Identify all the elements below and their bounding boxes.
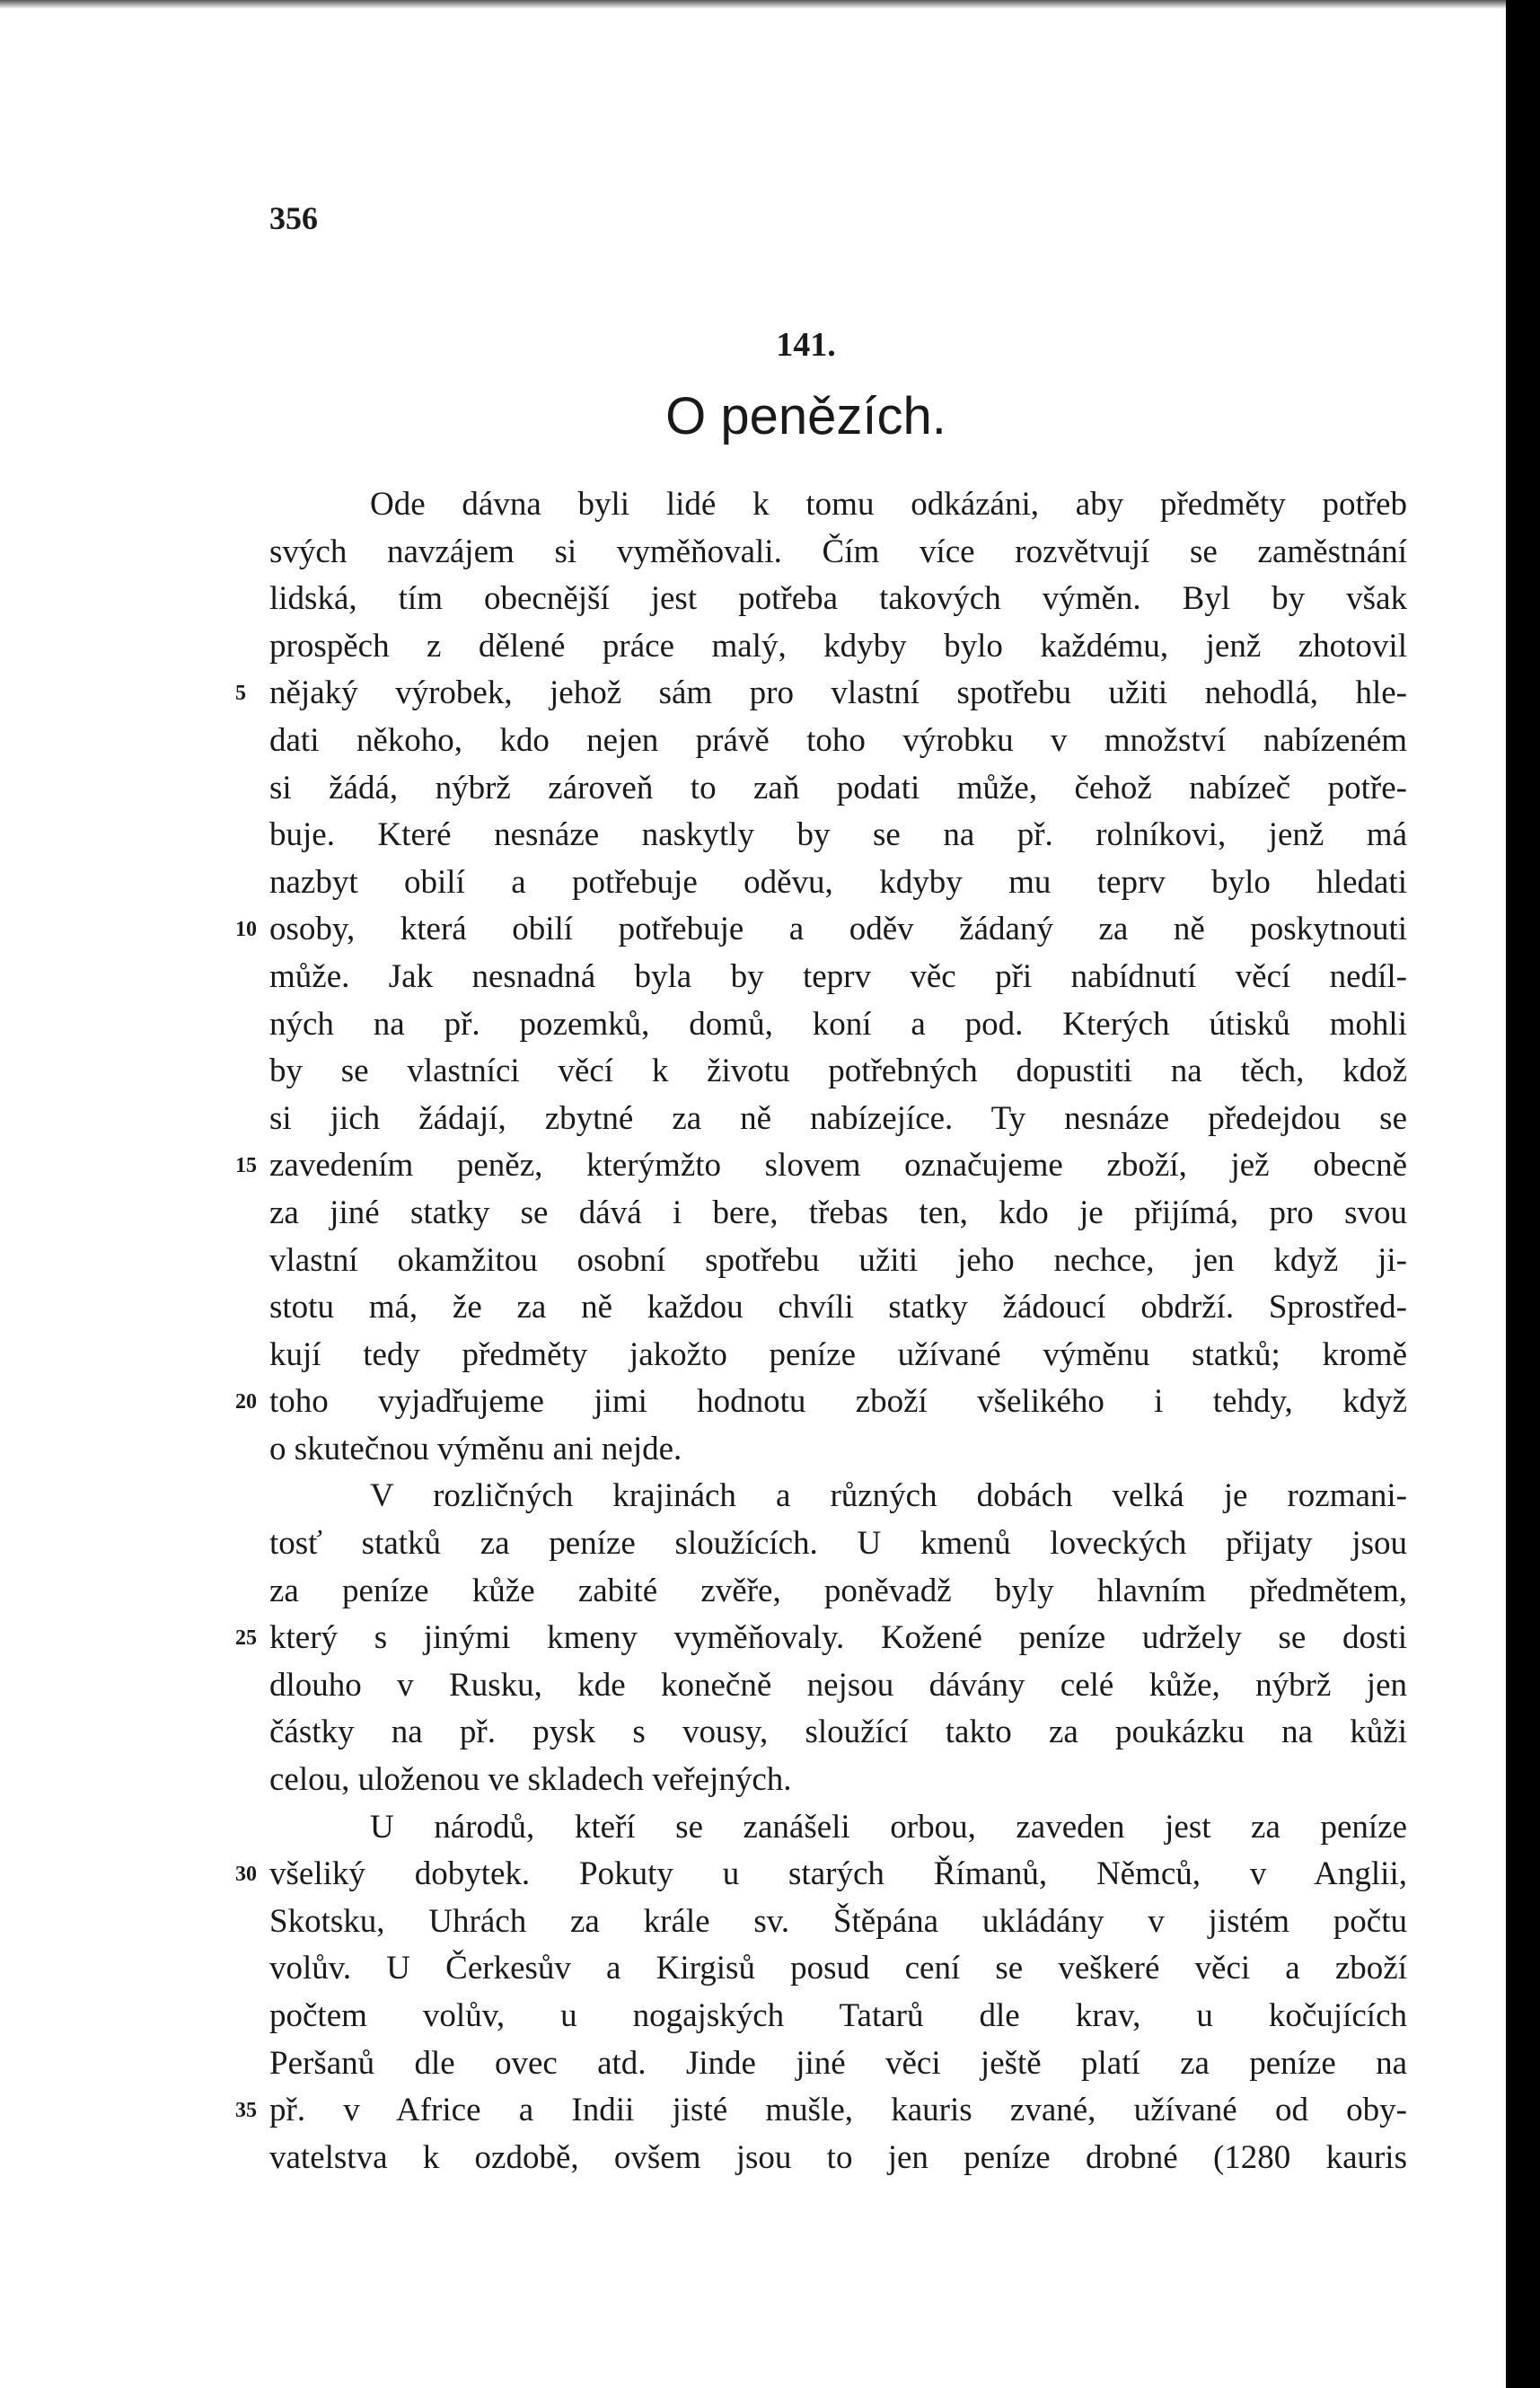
text-line [235, 1615, 1407, 1662]
line-text: volův. U Čerkesův a Kirgisů posud cení se veškeré věci a zboží [269, 1950, 1407, 1987]
text-line [235, 906, 1407, 954]
line-text: který s jinými kmeny vyměňovaly. Kožené peníze udržely se dosti [269, 1619, 1407, 1657]
text-line [269, 1426, 1407, 1474]
line-text: všeliký dobytek. Pokuty u starých Římanů, Němců, v Anglii, [269, 1855, 1407, 1893]
line-number: 20 [235, 1390, 257, 1414]
text-line [269, 1096, 1407, 1143]
text-line [269, 481, 1407, 529]
scan-top-edge [0, 0, 1540, 9]
line-text: vlastní okamžitou osobní spotřebu užiti jeho nechce, jen když ji- [269, 1241, 1407, 1279]
line-number: 5 [235, 682, 246, 706]
text-line [269, 812, 1407, 859]
text-line [269, 954, 1407, 1001]
text-line [269, 576, 1407, 623]
line-text: počtem volův, u nogajských Tatarů dle krav, u kočujících [269, 1997, 1407, 2034]
text-line [269, 1001, 1407, 1049]
page-title: O penězích. [665, 387, 946, 445]
line-text: celou, uloženou ve skladech veřejných. [269, 1761, 792, 1799]
line-text: svých navzájem si vyměňovali. Čím více rozvětvují se zaměstnání [269, 533, 1407, 570]
text-line [269, 1899, 1407, 1946]
line-text: Ode dávna byli lidé k tomu odkázáni, aby předměty potřeb [370, 486, 1407, 523]
line-text: tosť statků za peníze sloužících. U kmenů loveckých přijaty jsou [269, 1525, 1407, 1563]
text-line [235, 2087, 1407, 2135]
line-text: prospěch z dělené práce malý, kdyby bylo každému, jenž zhotovil [269, 627, 1407, 665]
line-text: osoby, která obilí potřebuje a oděv žádaný za ně poskytnouti [269, 911, 1407, 948]
line-number: 25 [235, 1626, 257, 1651]
line-text: nazbyt obilí a potřebuje oděvu, kdyby mu teprv bylo hledati [269, 863, 1407, 901]
line-text: ných na př. pozemků, domů, koní a pod. Kterých útisků mohli [269, 1005, 1407, 1043]
text-line [269, 718, 1407, 765]
line-text: by se vlastníci věcí k životu potřebných dopustiti na těch, kdož [269, 1053, 1407, 1090]
line-text: dati někoho, kdo nejen právě toho výrobku v množství nabízeném [269, 721, 1407, 759]
line-text: nějaký výrobek, jehož sám pro vlastní spotřebu užiti nehodlá, hle- [269, 674, 1407, 712]
text-line [269, 1520, 1407, 1568]
line-text: Peršanů dle ovec atd. Jinde jiné věci ještě platí za peníze na [269, 2044, 1407, 2082]
text-line [269, 859, 1407, 907]
line-text: vatelstva k ozdobě, ovšem jsou to jen peníze drobné (1280 kauris [269, 2138, 1407, 2176]
text-line [269, 1238, 1407, 1285]
text-line [269, 1709, 1407, 1757]
text-line [269, 1662, 1407, 1710]
line-text: za peníze kůže zabité zvěře, poněvadž byly hlavním předmětem, [269, 1572, 1407, 1609]
text-line [269, 2040, 1407, 2088]
text-line [269, 1332, 1407, 1379]
page-number: 356 [269, 200, 318, 236]
line-text: Skotsku, Uhrách za krále sv. Štěpána ukládány v jistém počtu [269, 1902, 1407, 1940]
text-line [235, 1851, 1407, 1899]
section-number: 141. [776, 326, 836, 364]
text-line [269, 1804, 1407, 1852]
line-text: toho vyjadřujeme jimi hodnotu zboží všelikého i tehdy, když [269, 1383, 1407, 1421]
body-text [235, 481, 1407, 2181]
text-line [235, 1379, 1407, 1426]
text-line [269, 765, 1407, 813]
line-text: kují tedy předměty jakožto peníze užívané výměnu statků; kromě [269, 1335, 1407, 1373]
line-text: může. Jak nesnadná byla by teprv věc při nabídnutí věcí nedíl- [269, 957, 1407, 995]
text-line [269, 1190, 1407, 1238]
text-line [269, 623, 1407, 671]
text-line [269, 1048, 1407, 1096]
line-text: stotu má, že za ně každou chvíli statky žádoucí obdrží. Sprostřed- [269, 1289, 1407, 1326]
line-text: V rozličných krajinách a různých dobách velká je rozmani- [370, 1477, 1407, 1515]
line-text: buje. Které nesnáze naskytly by se na př. rolníkovi, jenž má [269, 816, 1407, 854]
text-line [269, 529, 1407, 577]
line-number: 35 [235, 2099, 257, 2123]
text-line [269, 1757, 1407, 1804]
line-number: 30 [235, 1863, 257, 1887]
text-line [269, 1993, 1407, 2040]
line-text: př. v Africe a Indii jisté mušle, kauris zvané, užívané od oby- [269, 2092, 1407, 2129]
line-text: si žádá, nýbrž zároveň to zaň podati může, čehož nabízeč potře- [269, 769, 1407, 806]
line-text: částky na př. pysk s vousy, sloužící takto za poukázku na kůži [269, 1714, 1407, 1751]
line-text: za jiné statky se dává i bere, třebas ten, kdo je přijímá, pro svou [269, 1194, 1407, 1231]
line-text: si jich žádají, zbytné za ně nabízejíce. Ty nesnáze předejdou se [269, 1099, 1407, 1137]
line-number: 10 [235, 918, 257, 942]
line-text: dlouho v Rusku, kde konečně nejsou dávány celé kůže, nýbrž jen [269, 1666, 1407, 1704]
text-line [269, 2135, 1407, 2182]
text-line [235, 670, 1407, 718]
line-text: lidská, tím obecnější jest potřeba takových výměn. Byl by však [269, 580, 1407, 618]
text-line [235, 1142, 1407, 1190]
text-line [269, 1284, 1407, 1332]
line-text: o skutečnou výměnu ani nejde. [269, 1430, 682, 1467]
text-line [269, 1473, 1407, 1520]
text-line [269, 1568, 1407, 1616]
line-text: U národů, kteří se zanášeli orbou, zaveden jest za peníze [370, 1808, 1407, 1846]
line-number: 15 [235, 1154, 257, 1178]
text-line [269, 1945, 1407, 1993]
line-text: zavedením peněz, kterýmžto slovem označujeme zboží, jež obecně [269, 1147, 1407, 1185]
